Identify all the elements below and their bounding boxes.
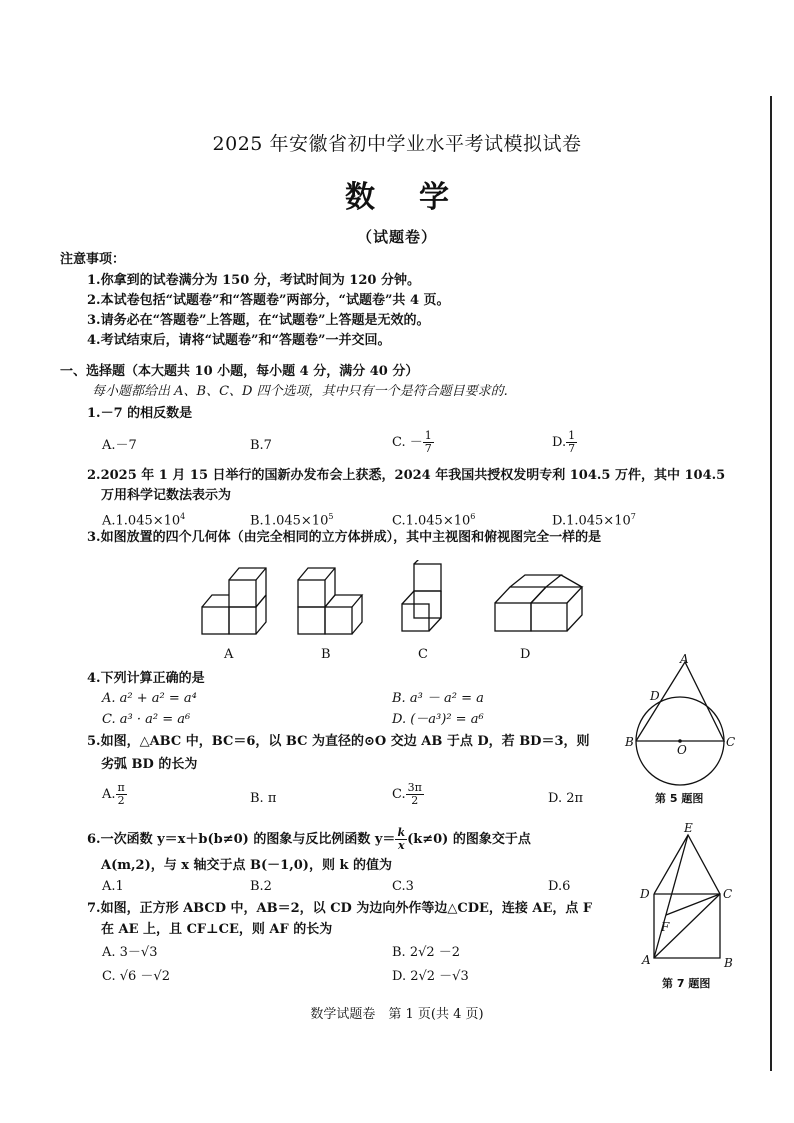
q4-option-b: B. a³ － a² = a (392, 691, 484, 706)
q6-option-d: D.6 (548, 879, 571, 894)
q1-option-c: C. － $\frac{1}{7}$ (392, 429, 432, 455)
subject-title: 数学 (345, 180, 493, 215)
q7-point-e: E (684, 821, 693, 835)
q5-point-a: A (680, 652, 689, 666)
q7-point-f: F (661, 920, 670, 934)
note-item: 2.本试卷包括“试题卷”和“答题卷”两部分，“试题卷”共 4 页。 (87, 293, 450, 308)
q5-option-a: A. $\frac{\pi}{2}$ (102, 781, 125, 807)
paper-type: （试题卷） (356, 228, 437, 246)
q7-option-b: B. 2√2 －2 (392, 945, 461, 960)
q6-option-a: A.1 (102, 879, 124, 894)
note-item: 3.请务必在“答题卷”上答题，在“试题卷”上答题是无效的。 (87, 313, 430, 328)
q3-label-d: D (520, 647, 531, 662)
q5-stem-line2: 劣弧 BD 的长为 (101, 757, 198, 772)
q6-option-b: B.2 (250, 879, 272, 894)
q7-point-d: D (640, 887, 650, 901)
page-footer: 数学试题卷 第 1 页(共 4 页) (310, 1007, 484, 1022)
q5-option-b: B. π (250, 791, 277, 806)
q1-option-a: A.－7 (102, 438, 137, 453)
q5-point-d: D (650, 689, 660, 703)
q7-option-d: D. 2√2 －√3 (392, 969, 469, 984)
q2-option-b: $B.1.045\times 10^5$ (250, 512, 334, 529)
q2-option-a: $A.1.045\times 10^4$ (102, 512, 186, 529)
exam-title: 2025 年安徽省初中学业水平考试模拟试卷 (212, 133, 582, 155)
q2-option-c: $C.1.045\times 10^6$ (392, 512, 476, 529)
q7-stem-line1: 7.如图，正方形 ABCD 中，AB＝2，以 CD 为边向外作等边△CDE，连接 AE，点 F (87, 901, 593, 916)
q4-option-c: C. a³ · a² = a⁶ (102, 712, 191, 727)
solid-a (202, 568, 266, 634)
notes-heading: 注意事项： (60, 252, 126, 267)
q2-option-d: $D.1.045\times 10^7$ (552, 512, 636, 529)
q6-stem-line1: 6.一次函数 y＝x＋b(b≠0) 的图象与反比例函数 y＝ $\frac{k}{x}$ (k≠0) 的图象交于点 (87, 826, 531, 852)
q5-option-d: D. 2π (548, 791, 584, 806)
section-instruction: 每小题都给出 A、B、C、D 四个选项，其中只有一个是符合题目要求的. (92, 384, 508, 399)
q7-point-c: C (723, 887, 733, 901)
solid-b (298, 568, 362, 634)
q5-figure (624, 650, 744, 790)
q7-stem-line2: 在 AE 上，且 CF⊥CE，则 AF 的长为 (101, 922, 333, 937)
q6-stem-line2: A(m,2)，与 x 轴交于点 B(－1,0)，则 k 的值为 (101, 858, 393, 873)
q7-figure (634, 818, 744, 978)
q5-point-c: C (726, 735, 736, 749)
q3-label-c: C (418, 647, 428, 662)
q7-figure-caption: 第 7 题图 (662, 977, 711, 990)
q7-point-b: B (724, 956, 733, 970)
note-item: 1.你拿到的试卷满分为 150 分，考试时间为 120 分钟。 (87, 273, 420, 288)
q7-option-c: C. √6 －√2 (102, 969, 170, 984)
solid-d (495, 575, 582, 631)
q7-point-a: A (642, 953, 651, 967)
solid-c (402, 560, 441, 631)
q2-stem-line1: 2.2025 年 1 月 15 日举行的国新办发布会上获悉，2024 年我国共授权发明专利 104.5 万件，其中 104.5 (87, 468, 726, 483)
q4-option-d: D. (－a³)² = a⁶ (392, 712, 484, 727)
section-heading: 一、选择题（本大题共 10 小题，每小题 4 分，满分 40 分） (60, 364, 419, 379)
q1-stem: 1.－7 的相反数是 (87, 406, 193, 421)
q5-point-b: B (625, 735, 634, 749)
q3-label-b: B (321, 647, 331, 662)
q4-option-a: A. a² + a² = a⁴ (102, 691, 197, 706)
q3-solids-figure (190, 560, 610, 660)
q5-point-o: O (677, 743, 687, 757)
q6-option-c: C.3 (392, 879, 414, 894)
q3-stem: 3.如图放置的四个几何体（由完全相同的立方体拼成），其中主视图和俯视图完全一样的是 (87, 530, 602, 545)
q3-label-a: A (224, 647, 234, 662)
q4-stem: 4.下列计算正确的是 (87, 671, 205, 686)
note-item: 4.考试结束后，请将“试题卷”和“答题卷”一并交回。 (87, 333, 391, 348)
q5-stem-line1: 5.如图，△ABC 中，BC＝6，以 BC 为直径的⊙O 交边 AB 于点 D，若 BD＝3，则 (87, 734, 590, 749)
q2-stem-line2: 万用科学记数法表示为 (101, 488, 232, 503)
q1-option-d: D. $\frac{1}{7}$ (552, 429, 576, 455)
q7-option-a: A. 3－√3 (102, 945, 158, 960)
q5-figure-caption: 第 5 题图 (655, 792, 704, 805)
q1-option-b: B.7 (250, 438, 272, 453)
q5-option-c: C. $\frac{3\pi}{2}$ (392, 781, 422, 807)
